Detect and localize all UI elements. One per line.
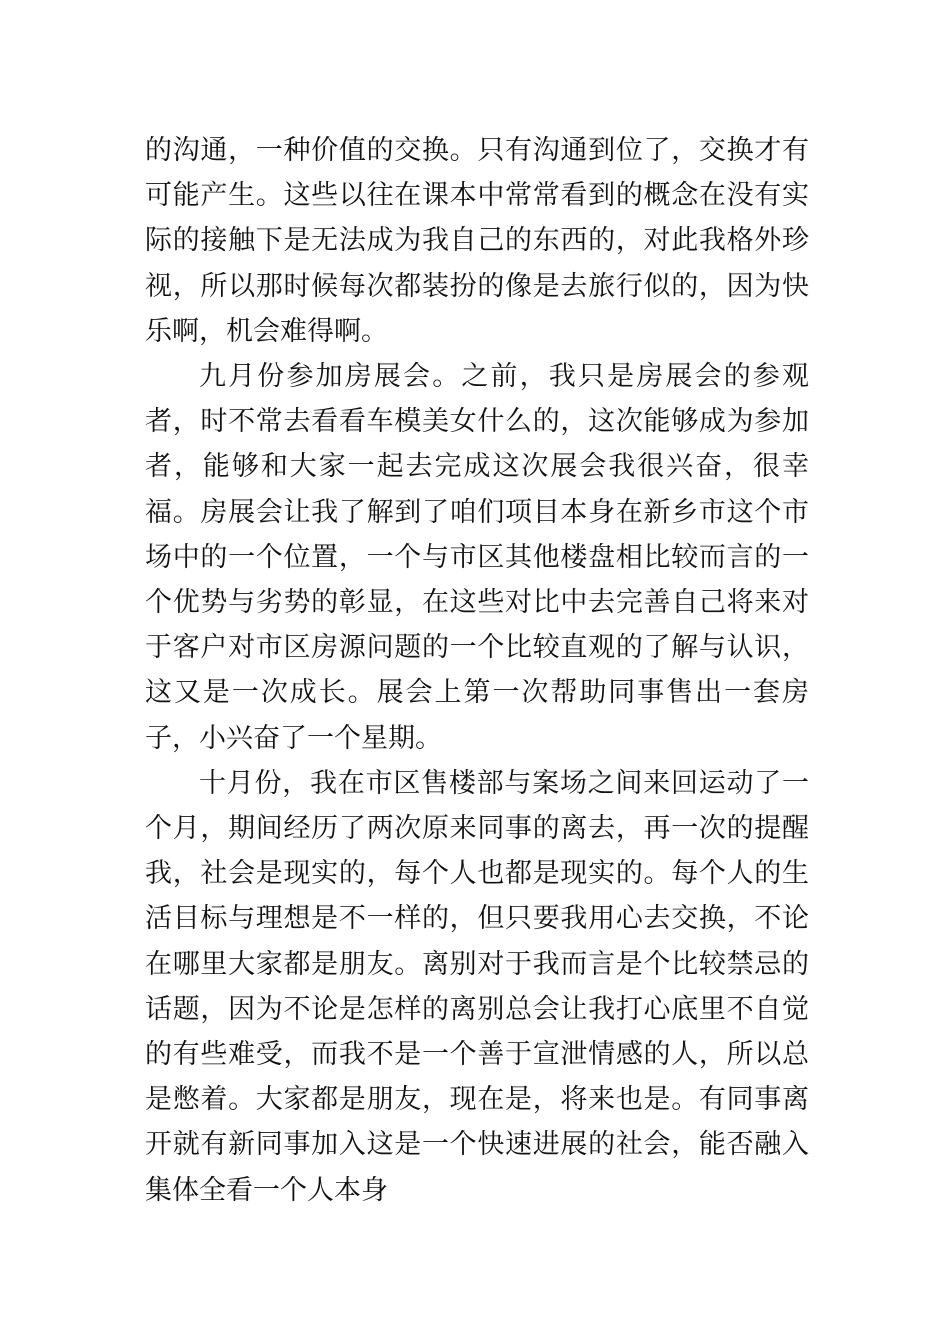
paragraph-october: 十月份，我在市区售楼部与案场之间来回运动了一个月，期间经历了两次原来同事的离去，再一次的提醒我，社会是现实的，每个人也都是现实的。每个人的生活目标与理想是不一样的，但只要我用心去交换，不论在哪里大家都是朋友。离别对于我而言是个比较禁忌的话题，因为不论是怎样的离别总会让我打心底里不自觉的有些难受，而我不是一个善于宣泄情感的人，所以总是憋着。大家都是朋友，现在是，将来也是。有同事离开就有新同事加入这是一个快速进展的社会，能否融入集体全看一个人本身: [145, 767, 809, 1206]
paragraph-continuation: 的沟通，一种价值的交换。只有沟通到位了，交换才有可能产生。这些以往在课本中常常看到的概念在没有实际的接触下是无法成为我自己的东西的，对此我格外珍视，所以那时候每次都装扮的像是去旅行似的，因为快乐啊，机会难得啊。: [145, 135, 809, 347]
document-body: [145, 128, 809, 1213]
paragraph-september: 九月份参加房展会。之前，我只是房展会的参观者，时不常去看看车模美女什么的，这次能够成为参加者，能够和大家一起去完成这次展会我很兴奋，很幸福。房展会让我了解到了咱们项目本身在新乡市这个市场中的一个位置，一个与市区其他楼盘相比较而言的一个优势与劣势的彰显，在这些对比中去完善自己将来对于客户对市区房源问题的一个比较直观的了解与认识，这又是一次成长。展会上第一次帮助同事售出一套房子，小兴奋了一个星期。: [145, 361, 809, 754]
